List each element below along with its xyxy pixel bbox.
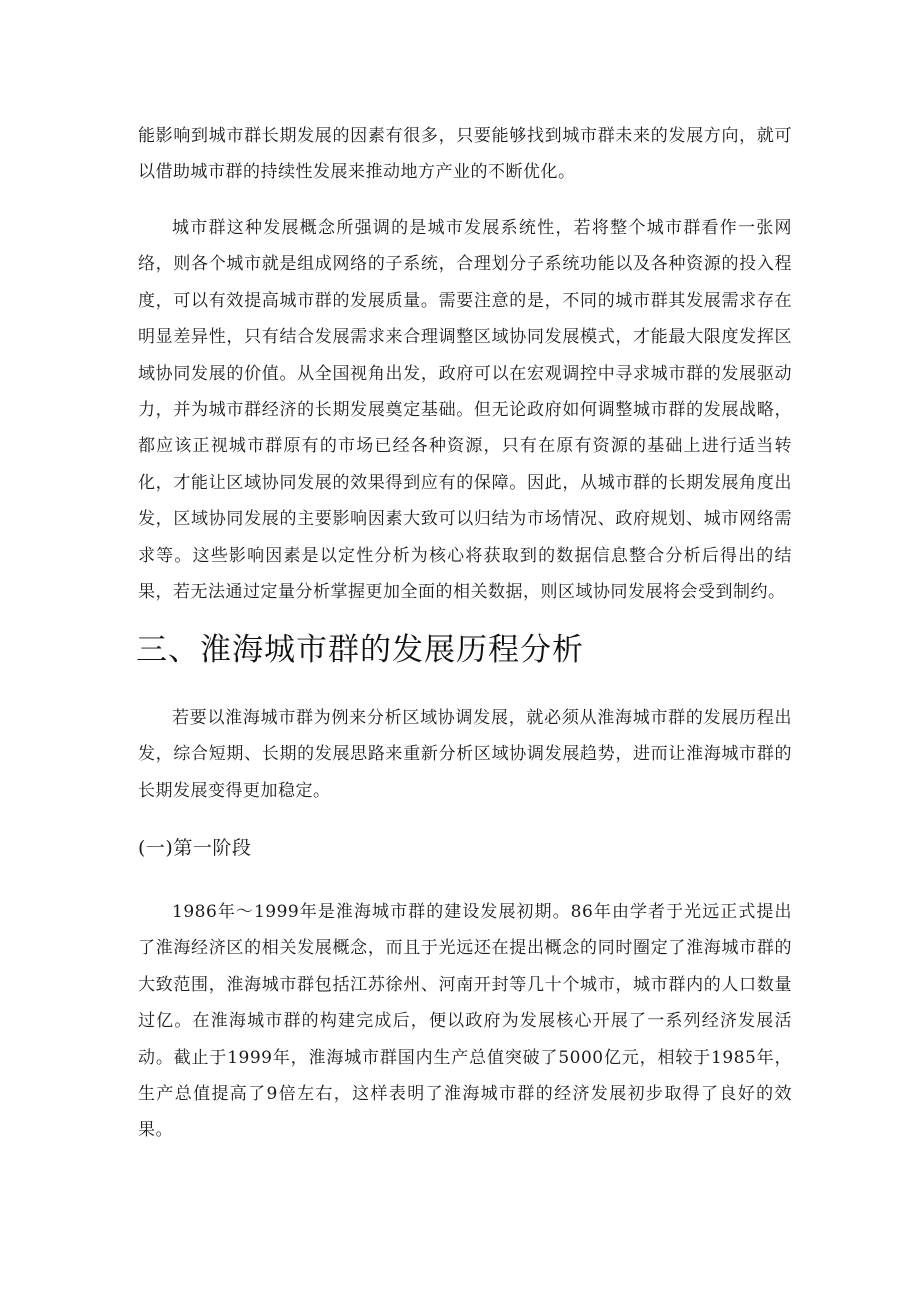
subsection-heading: (一)第一阶段 xyxy=(138,837,252,859)
body-paragraph: 若要以淮海城市群为例来分析区域协调发展，就必须从淮海城市群的发展历程出发，综合短期、长期的发展思路来重新分析区域协调发展趋势，进而让淮海城市群的长期发展变得更加稳定。 xyxy=(138,708,792,801)
section-heading: 三、淮海城市群的发展历程分析 xyxy=(136,632,584,668)
body-paragraph: 城市群这种发展概念所强调的是城市发展系统性，若将整个城市群看作一张网络，则各个城市就是组成网络的子系统，合理划分子系统功能以及各种资源的投入程度，可以有效提高城市群的发展质量。需要注意的是，不同的城市群其发展需求存在明显差异性，只有结合发展需求来合理调整区域协同发展模式，才能最大限度发挥区域协同发展的价值。从全国视角出发，政府可以在宏观调控中寻求城市群的发展驱动力，并为城市群经济的长期发展奠定基础。但无论政府如何调整城市群的发展战略，都应该正视城市群原有的市场已经各种资源，只有在原有资源的基础上进行适当转化，才能让区域协同发展的效果得到应有的保障。因此，从城市群的长期发展角度出发，区域协同发展的主要影响因素大致可以归结为市场情况、政府规划、城市网络需求等。这些影响因素是以定性分析为核心将获取到的数据信息整合分析后得出的结果，若无法通过定量分析掌握更加全面的相关数据，则区域协同发展将会受到制约。 xyxy=(138,218,792,603)
body-paragraph: 1986年～1999年是淮海城市群的建设发展初期。86年由学者于光远正式提出了淮海经济区的相关发展概念，而且于光远还在提出概念的同时圈定了淮海城市群的大致范围，淮海城市群包括江苏徐州、河南开封等几十个城市，城市群内的人口数量过亿。在淮海城市群的构建完成后，便以政府为发展核心开展了一系列经济发展活动。截止于1999年，淮海城市群国内生产总值突破了5000亿元，相较于1985年，生产总值提高了9倍左右，这样表明了淮海城市群的经济发展初步取得了良好的效果。 xyxy=(138,902,792,1141)
body-paragraph: 能影响到城市群长期发展的因素有很多，只要能够找到城市群未来的发展方向，就可以借助城市群的持续性发展来推动地方产业的不断优化。 xyxy=(138,126,792,183)
